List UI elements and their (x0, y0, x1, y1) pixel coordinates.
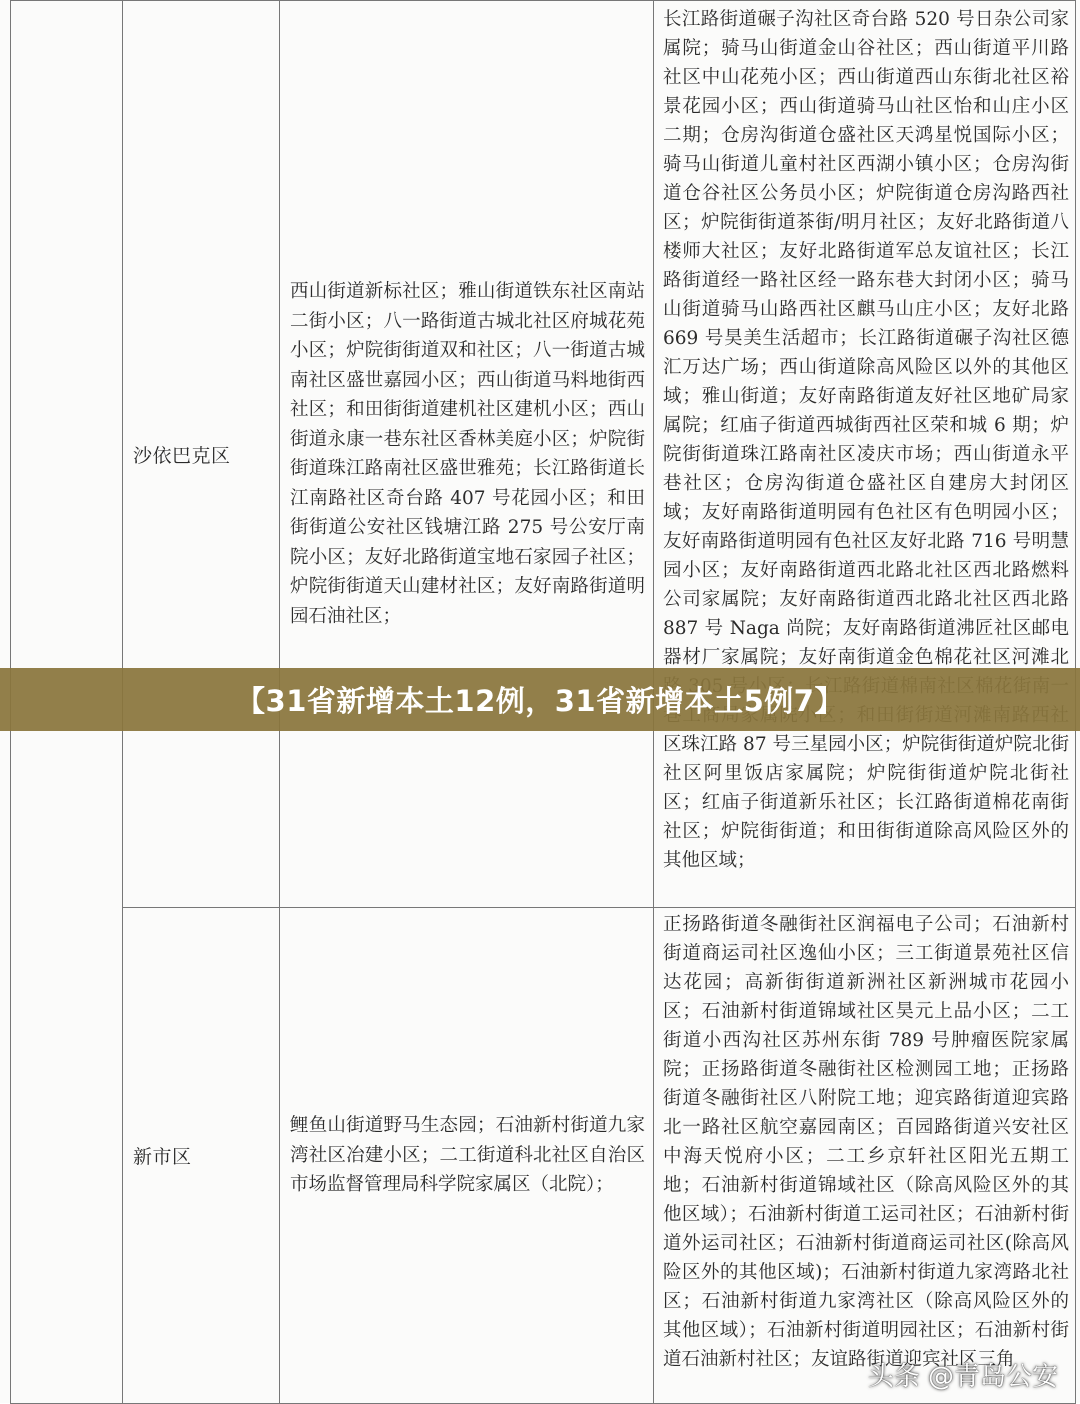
headline-text: 【31省新增本土12例，31省新增本土5例7】 (236, 684, 844, 718)
high-risk-areas: 鲤鱼山街道野马生态园；石油新村街道九家湾社区冶建小区；二工街道科北社区自治区市场监督管理局科学院家属区（北院）； (280, 908, 654, 1404)
headline-banner (0, 668, 1080, 731)
table-row (11, 908, 1076, 1404)
district-name: 沙依巴克区 (123, 1, 280, 908)
other-areas: 正扬路街道冬融街社区润福电子公司；石油新村街道商运司社区逸仙小区；三工街道景苑社区信达花园；高新街街道新洲社区新洲城市花园小区；石油新村街道锦域社区昊元上品小区；二工街道小西沟社区苏州东街 789 号肿瘤医院家属院；正扬路街道冬融街社区检测园工地；正扬路街道冬融街社区八附院工地；迎宾路街道迎宾路北一路社区航空嘉园南区；百园路街道兴安社区中海天悦府小区；二工乡京轩社区阳光五期工地；石油新村街道锦域社区（除高风险区外的其他区域）；石油新村街道工运司社区；石油新村街道外运司社区；石油新村街道商运司社区(除高风险区外的其他区域)；石油新村街道九家湾路北社区；石油新村街道九家湾社区（除高风险区外的其他区域）；石油新村街道明园社区；石油新村街道石油新村社区；友谊路街道迎宾社区三角 (654, 908, 1076, 1404)
high-risk-areas: 西山街道新标社区；雅山街道铁东社区南站二街小区；八一路街道古城北社区府城花苑小区；炉院街街道双和社区；八一街道古城南社区盛世嘉园小区；西山街道马料地街西社区；和田街街道建机社区建机小区；西山街道永康一巷东社区香林美庭小区；炉院街街道珠江路南社区盛世雅苑；长江路街道长江南路社区奇台路 407 号花园小区；和田街街道公安社区钱塘江路 275 号公安厅南院小区；友好北路街道宝地石家园子社区；炉院街街道天山建材社区；友好南路街道明园石油社区； (280, 1, 654, 908)
district-name: 新市区 (123, 908, 280, 1404)
source-watermark: 头条 @青岛公安 (867, 1362, 1058, 1392)
table-row (11, 1, 1076, 908)
other-areas: 长江路街道碾子沟社区奇台路 520 号日杂公司家属院；骑马山街道金山谷社区；西山街道平川路社区中山花苑小区；西山街道西山东街北社区裕景花园小区；西山街道骑马山社区怡和山庄小区二期；仓房沟街道仓盛社区天鸿星悦国际小区；骑马山街道儿童村社区西湖小镇小区；仓房沟街道仓谷社区公务员小区；炉院街道仓房沟路西社区；炉院街街道茶街/明月社区；友好北路街道八楼师大社区；友好北路街道军总友谊社区；长江路街道经一路社区经一路东巷大封闭小区；骑马山街道骑马山路西社区麒马山庄小区；友好北路 669 号昊美生活超市；长江路街道碾子沟社区德汇万达广场；西山街道除高风险区以外的其他区域；雅山街道；友好南路街道友好社区地矿局家属院；红庙子街道西城街西社区荣和城 6 期；炉院街街道珠江路南社区凌庆市场；西山街道永平巷社区；仓房沟街道仓盛社区自建房大封闭区域；友好南路街道明园有色社区有色明园小区；友好南路街道明园有色社区友好北路 716 号明慧园小区；友好南路街道西北路北社区西北路燃料公司家属院；友好南路街道西北路北社区西北路 887 号 Naga 尚院；友好南路街道沸匠社区邮电器材厂家属院；友好南街道金色棉花社区河滩北 区珠江路 87 号三星园小区；炉院街街道炉院北街社区阿里饭店家属院；炉院街街道炉院北街社区；红庙子街道新乐社区；长江路街道棉花南街社区；炉院街街道；和田街街道除高风险区外的其他区域； (654, 1, 1076, 908)
